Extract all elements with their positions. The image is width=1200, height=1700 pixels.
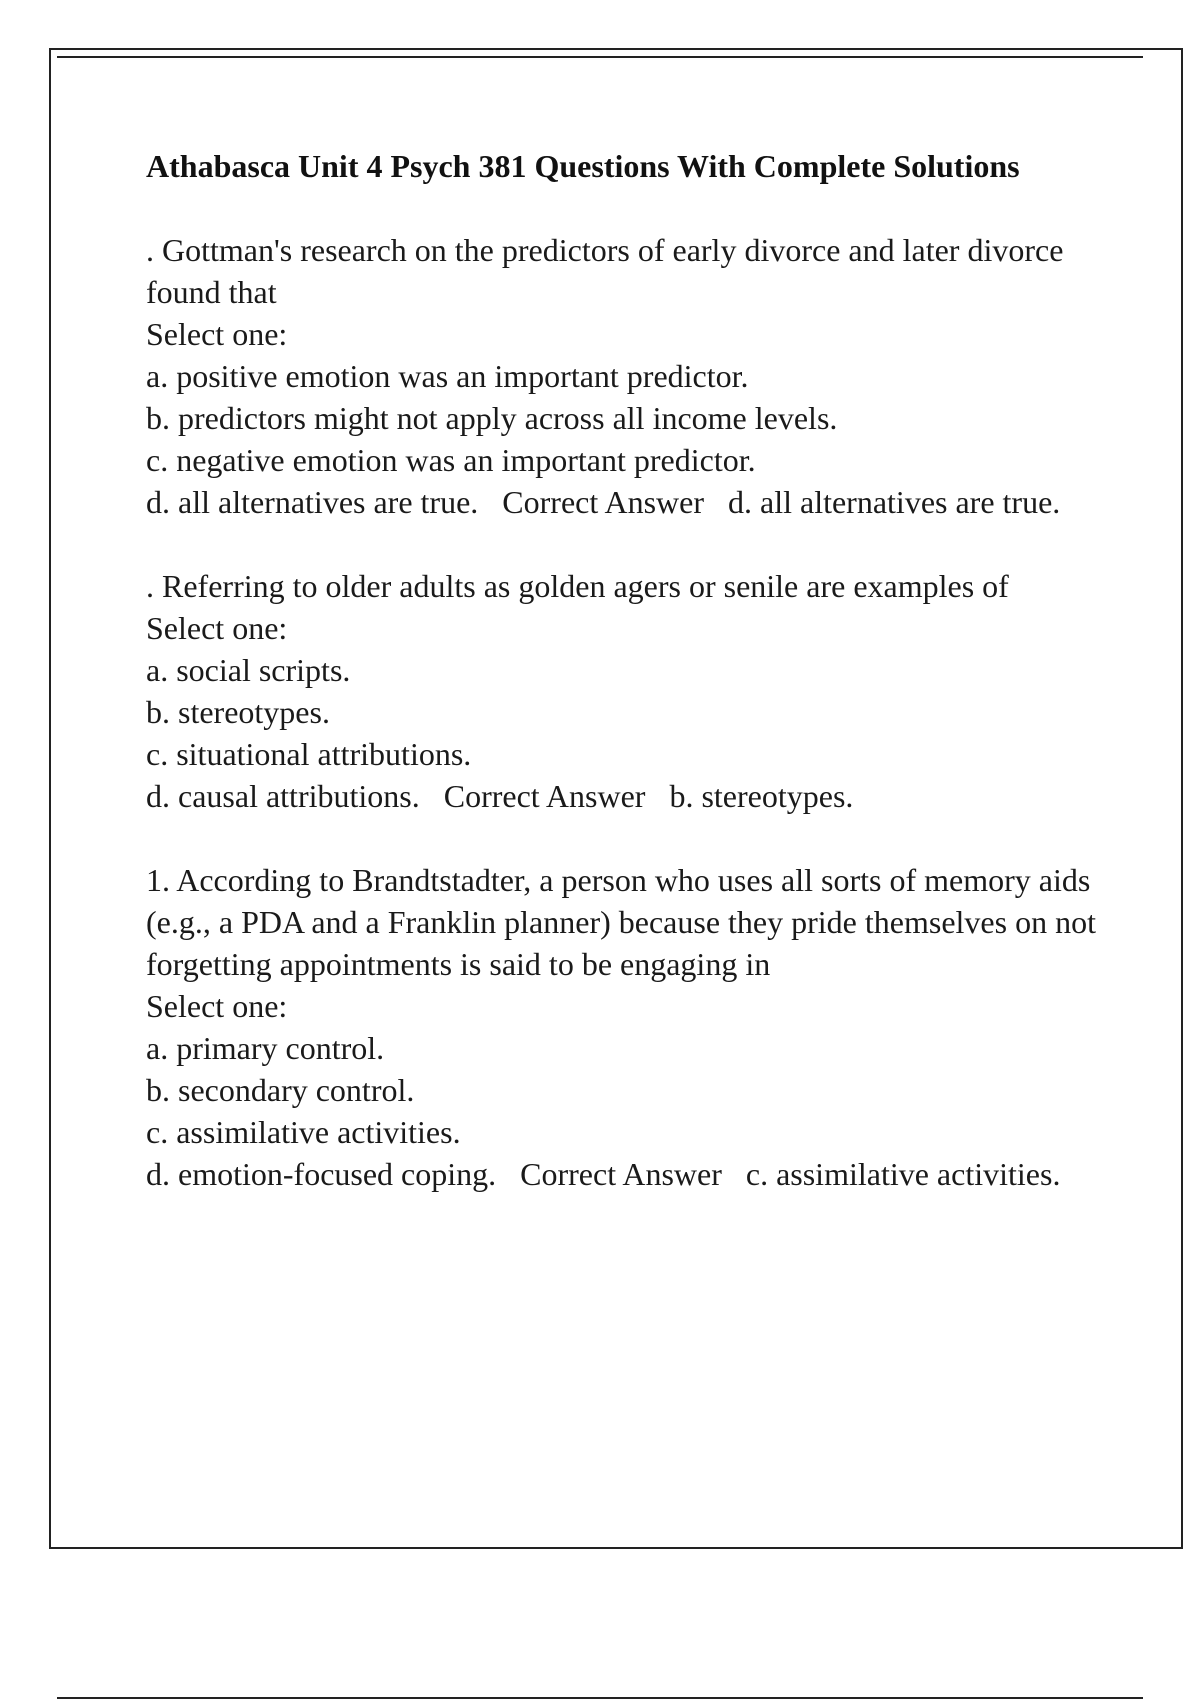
footer-rule [57, 1697, 1143, 1699]
question-block [146, 229, 1096, 523]
option-c: c. assimilative activities. [146, 1114, 461, 1150]
correct-answer-value: b. stereotypes. [669, 778, 854, 814]
option-d-with-answer [146, 481, 1096, 523]
option-b: b. stereotypes. [146, 694, 330, 730]
select-prompt: Select one: [146, 610, 288, 646]
option-c: c. situational attributions. [146, 736, 472, 772]
option-d-with-answer [146, 775, 1096, 817]
select-prompt: Select one: [146, 988, 288, 1024]
option-d: d. all alternatives are true. [146, 484, 479, 520]
correct-answer-value: c. assimilative activities. [745, 1156, 1061, 1192]
header-rule [57, 56, 1143, 58]
option-a: a. primary control. [146, 1030, 385, 1066]
question-block [146, 565, 1096, 817]
document-title: Athabasca Unit 4 Psych 381 Questions With Complete Solutions [146, 148, 1020, 184]
option-b: b. predictors might not apply across all income levels. [146, 400, 838, 436]
option-c: c. negative emotion was an important predictor. [146, 442, 756, 478]
question-stem: 1. According to Brandtstadter, a person who uses all sorts of memory aids (e.g., a PDA and a Franklin planner) because they pride themselves on not forgetting appointments is said to be engaging in [146, 862, 1096, 982]
question-stem: . Referring to older adults as golden agers or senile are examples of [146, 568, 1009, 604]
question-stem: . Gottman's research on the predictors of early divorce and later divorce found that [146, 232, 1064, 310]
question-block [146, 859, 1096, 1195]
option-d-with-answer [146, 1153, 1096, 1195]
option-b: b. secondary control. [146, 1072, 415, 1108]
option-a: a. social scripts. [146, 652, 351, 688]
correct-answer-label: Correct Answer [520, 1156, 722, 1192]
correct-answer-label: Correct Answer [502, 484, 704, 520]
document-body [146, 145, 1096, 1237]
correct-answer-value: d. all alternatives are true. [728, 484, 1061, 520]
option-d: d. emotion-focused coping. [146, 1156, 497, 1192]
correct-answer-label: Correct Answer [443, 778, 646, 814]
select-prompt: Select one: [146, 316, 288, 352]
option-a: a. positive emotion was an important predictor. [146, 358, 749, 394]
option-d: d. causal attributions. [146, 778, 420, 814]
